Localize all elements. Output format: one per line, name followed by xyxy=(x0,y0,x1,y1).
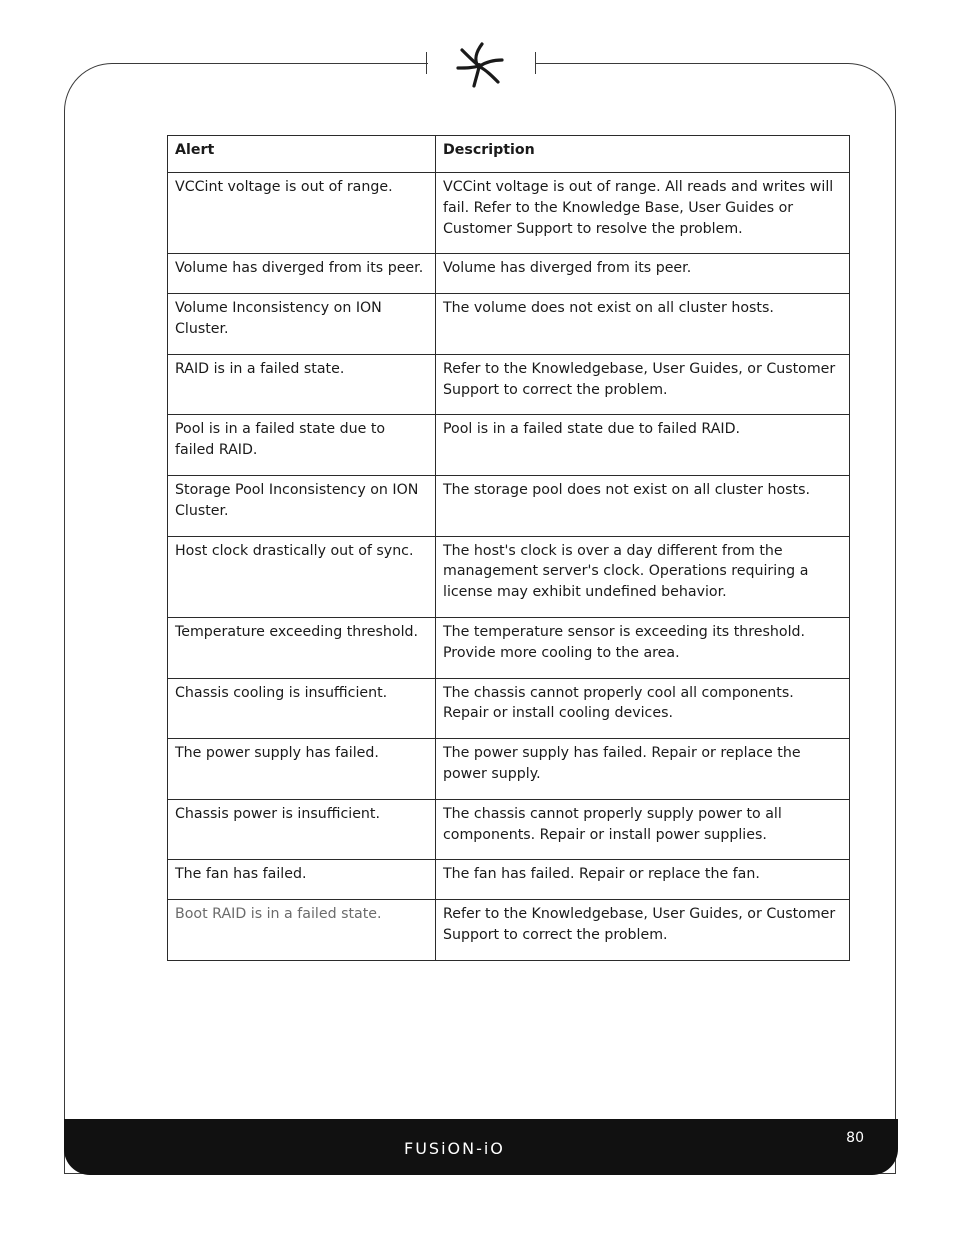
description-cell: The volume does not exist on all cluster hosts. xyxy=(436,294,850,355)
header-divider-left xyxy=(426,52,427,74)
description-cell: The chassis cannot properly supply power to all components. Repair or install power supplies. xyxy=(436,799,850,860)
alert-cell: Temperature exceeding threshold. xyxy=(168,617,436,678)
description-cell: The storage pool does not exist on all cluster hosts. xyxy=(436,475,850,536)
table-row xyxy=(168,617,850,678)
description-cell: VCCint voltage is out of range. All reads and writes will fail. Refer to the Knowledge Base, User Guides or Customer Support to resolve the problem. xyxy=(436,173,850,254)
description-cell: The chassis cannot properly cool all components. Repair or install cooling devices. xyxy=(436,678,850,739)
table-row xyxy=(168,354,850,415)
alert-cell: The fan has failed. xyxy=(168,860,436,900)
description-cell: Pool is in a failed state due to failed RAID. xyxy=(436,415,850,476)
alert-cell: VCCint voltage is out of range. xyxy=(168,173,436,254)
alert-cell: Pool is in a failed state due to failed RAID. xyxy=(168,415,436,476)
brand-logo: FUSiON-iO xyxy=(404,1139,505,1158)
table-row xyxy=(168,475,850,536)
table-row xyxy=(168,173,850,254)
alert-cell: Volume Inconsistency on ION Cluster. xyxy=(168,294,436,355)
column-header-alert: Alert xyxy=(168,136,436,173)
alert-cell: Storage Pool Inconsistency on ION Cluster. xyxy=(168,475,436,536)
alert-cell: Boot RAID is in a failed state. xyxy=(168,900,436,961)
column-header-description: Description xyxy=(436,136,850,173)
description-cell: The power supply has failed. Repair or replace the power supply. xyxy=(436,739,850,800)
alert-cell: Chassis power is insufficient. xyxy=(168,799,436,860)
alert-cell: RAID is in a failed state. xyxy=(168,354,436,415)
table-row xyxy=(168,536,850,617)
footer-bar xyxy=(64,1119,898,1175)
table-row xyxy=(168,799,850,860)
fusion-io-star-icon xyxy=(452,38,508,90)
description-cell: Volume has diverged from its peer. xyxy=(436,254,850,294)
description-cell: The fan has failed. Repair or replace the fan. xyxy=(436,860,850,900)
alert-cell: Volume has diverged from its peer. xyxy=(168,254,436,294)
page-number: 80 xyxy=(846,1130,864,1146)
alerts-table xyxy=(167,135,850,961)
alert-cell: The power supply has failed. xyxy=(168,739,436,800)
description-cell: Refer to the Knowledgebase, User Guides, or Customer Support to correct the problem. xyxy=(436,354,850,415)
table-row xyxy=(168,254,850,294)
table-header-row xyxy=(168,136,850,173)
table-row xyxy=(168,294,850,355)
alert-cell: Host clock drastically out of sync. xyxy=(168,536,436,617)
description-cell: The host's clock is over a day different from the management server's clock. Operations requiring a license may exhibit undefined behavior. xyxy=(436,536,850,617)
table-row xyxy=(168,860,850,900)
table-row xyxy=(168,739,850,800)
alert-cell: Chassis cooling is insufficient. xyxy=(168,678,436,739)
description-cell: The temperature sensor is exceeding its threshold. Provide more cooling to the area. xyxy=(436,617,850,678)
table-row xyxy=(168,678,850,739)
description-cell: Refer to the Knowledgebase, User Guides, or Customer Support to correct the problem. xyxy=(436,900,850,961)
table-row xyxy=(168,415,850,476)
table-row xyxy=(168,900,850,961)
header-divider-right xyxy=(535,52,536,74)
